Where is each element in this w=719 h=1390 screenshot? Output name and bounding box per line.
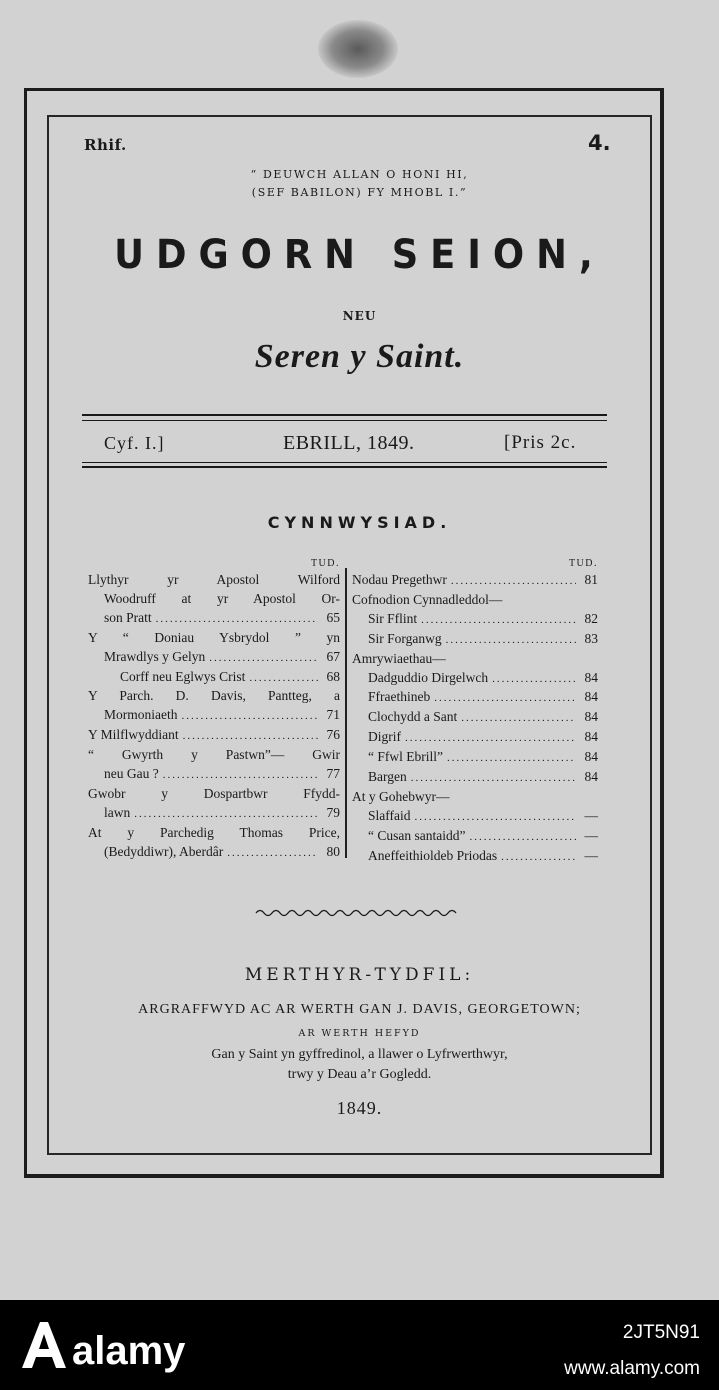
- watermark-bar: [0, 1300, 719, 1390]
- entry-title: Bargen: [368, 769, 407, 785]
- contents-entry: [352, 610, 598, 630]
- entry-page: 68: [326, 668, 340, 684]
- contents-entry: [352, 768, 598, 788]
- leader-dots: [156, 610, 318, 629]
- section-heading: At y Gohebwyr—: [352, 788, 450, 804]
- tud-label: TUD.: [310, 558, 340, 569]
- entry-page: 82: [584, 610, 598, 626]
- entry-page: 67: [326, 648, 340, 664]
- entry-title: neu Gau ?: [104, 766, 159, 782]
- volume-label: Cyf. I.]: [104, 433, 165, 453]
- entry-page: 84: [584, 709, 598, 725]
- contents-entry: [88, 843, 340, 863]
- alamy-logo-icon: [22, 1322, 66, 1368]
- contents-entry: [352, 827, 598, 847]
- contents-entry: [88, 668, 340, 688]
- leader-dots: [446, 631, 576, 650]
- entry-title: Dadguddio Dirgelwch: [368, 669, 489, 685]
- section-heading: Amrywiaethau—: [352, 650, 446, 666]
- entry-line: Y Parch. D. Davis, Pantteg, a: [88, 688, 340, 704]
- entry-page: —: [584, 827, 598, 843]
- entry-title: Digrif: [368, 729, 401, 745]
- contents-right-column: [352, 556, 598, 867]
- leader-dots: [492, 670, 576, 689]
- entry-page: 84: [584, 689, 598, 705]
- leader-dots: [249, 669, 318, 688]
- masthead-title: UDGORN SEION,: [114, 232, 605, 278]
- entry-line: “ Gwyrth y Pastwn”— Gwir: [88, 747, 340, 763]
- contents-entry: [352, 807, 598, 827]
- entry-page: 76: [326, 727, 340, 743]
- entry-line: Gwobr y Dospartbwr Ffydd-: [88, 785, 340, 801]
- watermark-graphic: [0, 1300, 719, 1390]
- entry-title: Ffraethineb: [368, 689, 431, 705]
- leader-dots: [434, 689, 576, 708]
- entry-title: Mrawdlys y Gelyn: [104, 648, 206, 664]
- issue-number: 4.: [588, 131, 611, 155]
- imprint-year: 1849.: [336, 1098, 383, 1118]
- entry-page: 84: [584, 769, 598, 785]
- entry-page: 83: [584, 630, 598, 646]
- alamy-brand: alamy: [72, 1329, 186, 1373]
- contents-entry: [88, 609, 340, 629]
- leader-dots: [461, 709, 576, 728]
- leader-dots: [501, 848, 576, 867]
- motto-line-2: (SEF BABILON) FY MHOBL I.”: [251, 186, 468, 199]
- entry-page: 77: [326, 766, 340, 782]
- leader-dots: [209, 649, 318, 668]
- entry-title: “ Cusan santaidd”: [368, 827, 466, 843]
- imprint-place: MERTHYR-TYDFIL:: [244, 965, 475, 985]
- leader-dots: [415, 808, 577, 827]
- contents-heading: CYNNWYSIAD.: [267, 513, 452, 532]
- leader-dots: [469, 828, 576, 847]
- imprint-sold-also: AR WERTH HEFYD: [298, 1028, 421, 1039]
- motto-line-1: “ DEUWCH ALLAN O HONI HI,: [250, 168, 469, 181]
- entry-title: Y Milflwyddiant: [88, 727, 179, 743]
- entry-title: Clochydd a Sant: [368, 709, 458, 725]
- contents-entry: [352, 748, 598, 768]
- leader-dots: [182, 707, 319, 726]
- masthead-subtitle: Seren y Saint.: [254, 338, 465, 375]
- imprint-printer: ARGRAFFWYD AC AR WERTH GAN J. DAVIS, GEORGETOWN;: [138, 1002, 581, 1017]
- entry-title: Sir Forganwg: [368, 630, 442, 646]
- price-label: [Pris 2c.: [504, 432, 577, 453]
- rule-top-thick: [82, 414, 607, 416]
- contents-entry: [352, 708, 598, 728]
- leader-dots: [421, 611, 576, 630]
- entry-page: 80: [326, 843, 340, 859]
- entry-line: Llythyr yr Apostol Wilford: [88, 572, 340, 587]
- wavy-ornament: [254, 907, 464, 919]
- contents-entry: [352, 688, 598, 708]
- leader-dots: [134, 805, 318, 824]
- section-heading: Cofnodion Cynnadleddol—: [352, 591, 503, 607]
- entry-line: Y “ Doniau Ysbrydol ” yn: [88, 629, 340, 645]
- entry-title: Mormoniaeth: [104, 707, 178, 723]
- leader-dots: [411, 769, 576, 788]
- leader-dots: [447, 749, 576, 768]
- leader-dots: [451, 572, 576, 591]
- rule-bottom-thin: [82, 462, 607, 463]
- contents-entry: [88, 804, 340, 824]
- entry-title: son Pratt: [104, 609, 152, 625]
- entry-line: Woodruff at yr Apostol Or-: [104, 590, 340, 606]
- entry-title: Aneffeithioldeb Priodas: [368, 847, 498, 863]
- imprint-availability-1: Gan y Saint yn gyffredinol, a llawer o Lyfrwerthwyr,: [211, 1047, 508, 1062]
- rhif-label: Rhif.: [84, 136, 127, 154]
- entry-title: Slaffaid: [368, 807, 411, 823]
- leader-dots: [183, 727, 318, 746]
- masthead-neu: NEU: [342, 309, 377, 323]
- tud-label: TUD.: [568, 558, 598, 569]
- contents-entry: [352, 571, 598, 591]
- issue-date: EBRILL, 1849.: [283, 432, 415, 454]
- entry-page: 65: [326, 609, 340, 625]
- entry-title: “ Ffwl Ebrill”: [368, 749, 443, 765]
- ink-stain: [318, 20, 398, 78]
- entry-page: 84: [584, 669, 598, 685]
- column-divider: [345, 568, 347, 858]
- entry-title: lawn: [104, 804, 131, 820]
- rule-top-thin: [82, 420, 607, 421]
- leader-dots: [405, 729, 576, 748]
- contents-entry: [352, 630, 598, 650]
- entry-title: Corff neu Eglwys Crist: [120, 668, 246, 684]
- leader-dots: [163, 766, 318, 785]
- contents-entry: [88, 706, 340, 726]
- entry-page: 84: [584, 749, 598, 765]
- entry-page: 71: [326, 707, 340, 723]
- contents-entry: [88, 765, 340, 785]
- image-id: 2JT5N91: [622, 1322, 700, 1343]
- contents-entry: [88, 726, 340, 746]
- alamy-url: www.alamy.com: [564, 1358, 700, 1379]
- entry-page: 84: [584, 729, 598, 745]
- entry-title: Sir Fflint: [368, 610, 418, 626]
- contents-entry: [352, 728, 598, 748]
- contents-entry: [88, 648, 340, 668]
- imprint-availability-2: trwy y Deau a’r Gogledd.: [287, 1067, 432, 1082]
- rule-bottom-thick: [82, 466, 607, 468]
- entry-page: 81: [584, 572, 598, 587]
- contents-left-column: [88, 556, 340, 863]
- entry-page: —: [584, 807, 598, 823]
- entry-line: At y Parchedig Thomas Price,: [88, 824, 340, 840]
- entry-page: 79: [326, 804, 340, 820]
- entry-title: Nodau Pregethwr: [352, 572, 447, 587]
- entry-title: (Bedyddiwr), Aberdâr: [104, 843, 224, 859]
- entry-page: —: [584, 847, 598, 863]
- leader-dots: [227, 844, 318, 863]
- contents-entry: [352, 669, 598, 689]
- contents-entry: [352, 847, 598, 867]
